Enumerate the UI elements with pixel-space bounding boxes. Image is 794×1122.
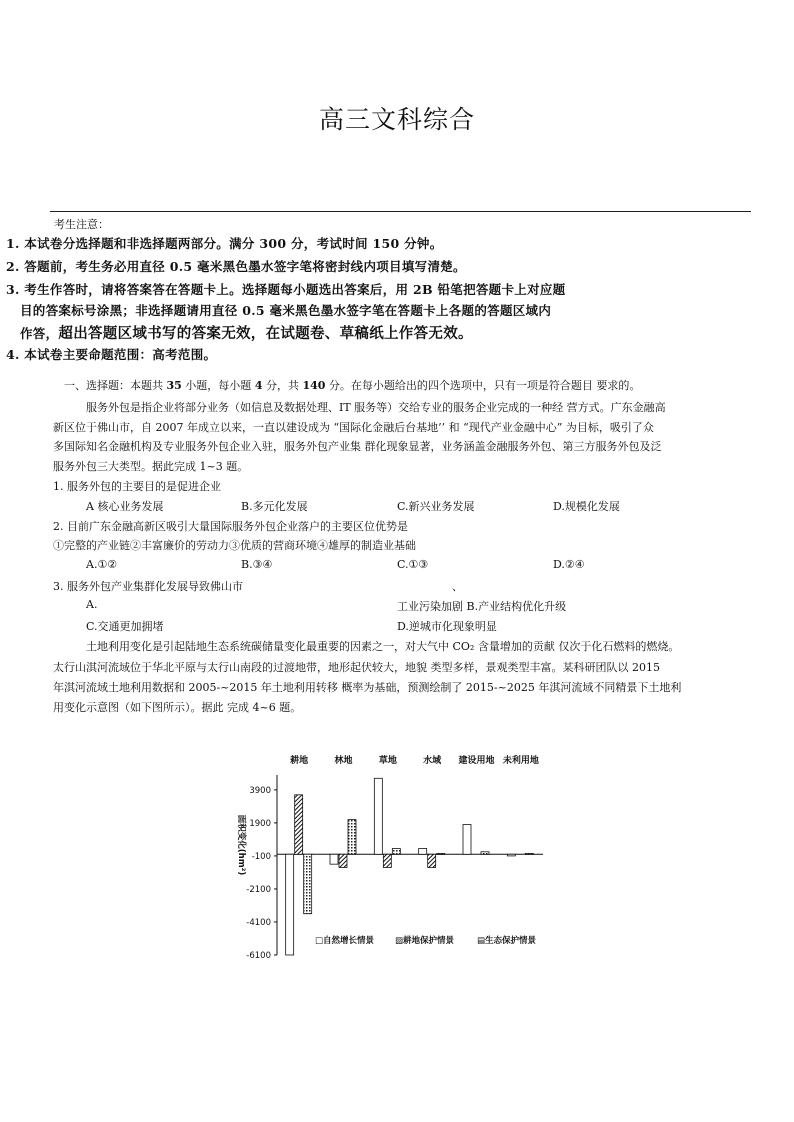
land-use-change-chart: [225, 748, 565, 963]
intro-text: 小题，每小题: [181, 379, 255, 392]
bar-3-6: [525, 853, 533, 854]
passage1-line-4: 服务外包三大类型。据此完成 1~3 题。: [53, 460, 249, 473]
passage2-line-3: 年淇河流域土地利用数据和 2005-~2015 年土地利用转移 概率为基础，预测绘制了 2015-~2025 年淇河流域不同精景下土地利: [53, 681, 682, 694]
notice-warning: 超出答题区域书写的答案无效，在试题卷、草稿纸上作答无效。: [58, 325, 473, 342]
q2-stem: 2. 目前广东金融高新区吸引大量国际服务外包企业落户的主要区位优势是: [53, 520, 408, 533]
category-label-2: 林地: [334, 756, 353, 766]
bar-1-6: [507, 854, 515, 856]
bar-2-3: [383, 854, 391, 867]
passage2-line-2: 太行山淇河流域位于华北平原与太行山南段的过渡地带，地形起伏较大，地貌 类型多样，景观类型丰富。某科研团队以 2015: [53, 661, 660, 674]
legend-item-1: □自然增长情景: [315, 936, 375, 946]
q1-option-c: C.新兴业务发展: [397, 500, 475, 513]
passage2-line-4: 用变化示意图（如下图所示）。据此 完成 4~6 题。: [53, 701, 302, 714]
notice-item-3-cont: 目的答案标号涂黑；非选择题请用直径 0.5 毫米黑色墨水签字笔在答题卡上各题的答题区域内: [20, 303, 552, 318]
q1-option-b: B.多元化发展: [241, 500, 308, 513]
bar-2-1: [295, 795, 303, 854]
question-count: 35: [166, 379, 182, 392]
notice-item-2: 2. 答题前，考生务必用直径 0.5 毫米黑色墨水签字笔将密封线内项目填写清楚。: [6, 259, 466, 274]
bar-3-1: [304, 854, 312, 913]
notice-item-1: 1. 本试卷分选择题和非选择题两部分。满分 300 分，考试时间 150 分钟。: [6, 236, 443, 251]
section-intro: [64, 377, 640, 393]
bar-3-2: [348, 820, 356, 855]
passage1-line-3: 多国际知名金融机构及专业服务外包企业入驻，服务外包产业集 群化现象显著，业务涵盖金融服务外包、第三方服务外包及泛: [53, 440, 662, 453]
page-title: 高三文科综合: [318, 105, 475, 134]
bar-2-2: [339, 854, 347, 867]
q3-option-d: D.逆城市化现象明显: [397, 620, 497, 633]
total-points: 140: [302, 379, 326, 392]
category-label-6: 未利用地: [502, 756, 539, 766]
category-label-4: 水域: [423, 756, 442, 766]
notice-item-3-end: [20, 322, 473, 343]
legend: [315, 935, 537, 946]
bar-3-5: [481, 852, 489, 854]
category-label-5: 建设用地: [458, 756, 495, 766]
intro-text: 分。在每小题给出的四个选项中，只有一项是符合题目 要求的。: [325, 379, 641, 392]
bar-3-3: [392, 848, 400, 854]
q2-option-d: D.②④: [553, 558, 585, 571]
category-labels: [290, 754, 539, 766]
y-tick-label: 3900: [249, 785, 271, 796]
q2-option-c: C.①③: [397, 558, 429, 571]
bar-1-3: [374, 778, 382, 854]
bars: [286, 778, 534, 955]
y-tick-label: -4100: [246, 917, 271, 928]
category-label-1: 耕地: [290, 756, 309, 766]
q3-stem: 3. 服务外包产业集群化发展导致佛山市: [53, 580, 243, 593]
q3-option-a: A.: [86, 598, 98, 611]
category-label-3: 草地: [378, 756, 397, 766]
legend-item-2: ▨耕地保护情景: [395, 936, 455, 946]
notice-heading: 考生注意：: [54, 218, 109, 231]
notice-item-4: 4. 本试卷主要命题范围：高考范围。: [6, 347, 217, 362]
y-axis-label: 面积变化(hm²): [236, 814, 246, 876]
title-divider: [50, 211, 751, 212]
q3-option-b: 工业污染加剧 B.产业结构优化升级: [397, 600, 567, 613]
y-tick-label: -100: [251, 851, 271, 862]
q1-stem: 1. 服务外包的主要目的是促进企业: [53, 480, 221, 493]
passage2-line-1: 土地利用变化是引起陆地生态系统碳储量变化最重要的因素之一，对大气中 CO₂ 含量增加的贡献 仅次于化石燃料的燃烧。: [86, 640, 680, 653]
bar-3-4: [437, 853, 445, 854]
y-tick-label: 1900: [249, 818, 271, 829]
q1-option-d: D.规模化发展: [553, 500, 620, 513]
bar-1-2: [330, 854, 338, 864]
bar-1-1: [286, 854, 294, 955]
points-per-question: 4: [254, 379, 263, 392]
q2-option-b: B.③④: [241, 558, 273, 571]
intro-text: 一、选择题：本题共: [64, 379, 167, 392]
bar-1-4: [419, 848, 427, 854]
q3-stray-mark: 、: [452, 580, 463, 593]
bar-1-5: [463, 825, 471, 855]
q3-option-c: C.交通更加拥堵: [86, 620, 164, 633]
q2-option-a: A.①②: [86, 558, 118, 571]
notice-answer-label: 作答，: [20, 326, 59, 341]
intro-text: 分，共: [262, 379, 303, 392]
notice-item-3: 3. 考生作答时，请将答案答在答题卡上。选择题每小题选出答案后，用 2B 铅笔把答题卡上对应题: [6, 282, 566, 297]
legend-item-3: ▤生态保护情景: [477, 936, 537, 946]
y-tick-label: -2100: [246, 884, 271, 895]
passage1-line-2: 新区位于佛山市，自 2007 年成立以来，一直以建设成为 “国际化金融后台基地’’ 和 “现代产业金融中心” 为目标，吸引了众: [53, 421, 654, 434]
y-tick-label: -6100: [246, 951, 271, 961]
passage1-line-1: 服务外包是指企业将部分业务（如信息及数据处理、IT 服务等）交给专业的服务企业完成的一种经 营方式。广东金融高: [86, 401, 666, 414]
q2-choices: ①完整的产业链②丰富廉价的劳动力③优质的营商环境④雄厚的制造业基础: [53, 539, 416, 552]
q1-option-a: A 核心业务发展: [86, 500, 164, 513]
bar-2-4: [428, 854, 436, 867]
y-axis: [236, 775, 543, 961]
